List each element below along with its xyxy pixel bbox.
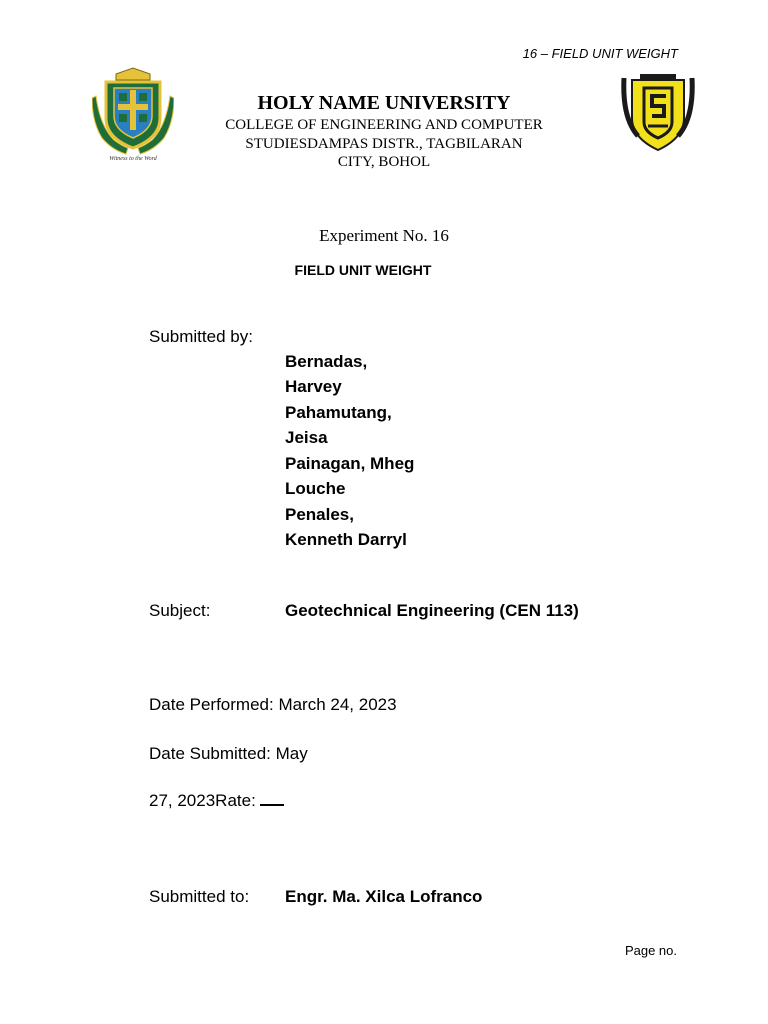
student-name: Pahamutang, Jeisa — [285, 403, 392, 447]
student-name: Painagan, Mheg Louche — [285, 454, 415, 498]
college-line-3: CITY, BOHOL — [337, 154, 431, 170]
college-line-1: COLLEGE OF ENGINEERING AND COMPUTER — [225, 117, 543, 133]
svg-text:Witness to the Word: Witness to the Word — [109, 156, 157, 162]
cecs-seal-icon — [620, 72, 696, 154]
experiment-number: Experiment No. 16 — [319, 226, 449, 245]
submitted-to-value: Engr. Ma. Xilca Lofranco — [285, 887, 483, 906]
rate-blank-line — [260, 803, 284, 806]
subject-value: Geotechnical Engineering (CEN 113) — [285, 601, 579, 620]
submitted-by-label: Submitted by: — [149, 327, 253, 346]
running-header: 16 – FIELD UNIT WEIGHT — [522, 46, 678, 61]
date-submitted-rate: 27, 2023Rate: — [149, 791, 284, 811]
date-performed: Date Performed: March 24, 2023 — [149, 695, 397, 714]
experiment-title: FIELD UNIT WEIGHT — [294, 262, 432, 278]
subject-label: Subject: — [149, 601, 211, 620]
date-submitted: Date Submitted: May — [149, 744, 308, 763]
university-name: HOLY NAME UNIVERSITY — [257, 92, 511, 114]
submitted-to-label: Submitted to: — [149, 887, 250, 906]
college-line-2: STUDIESDAMPAS DISTR., TAGBILARAN — [245, 136, 523, 152]
student-name: Penales, Kenneth Darryl — [285, 505, 407, 549]
student-name: Bernadas, Harvey — [285, 352, 368, 396]
page-number: Page no. — [624, 943, 677, 958]
